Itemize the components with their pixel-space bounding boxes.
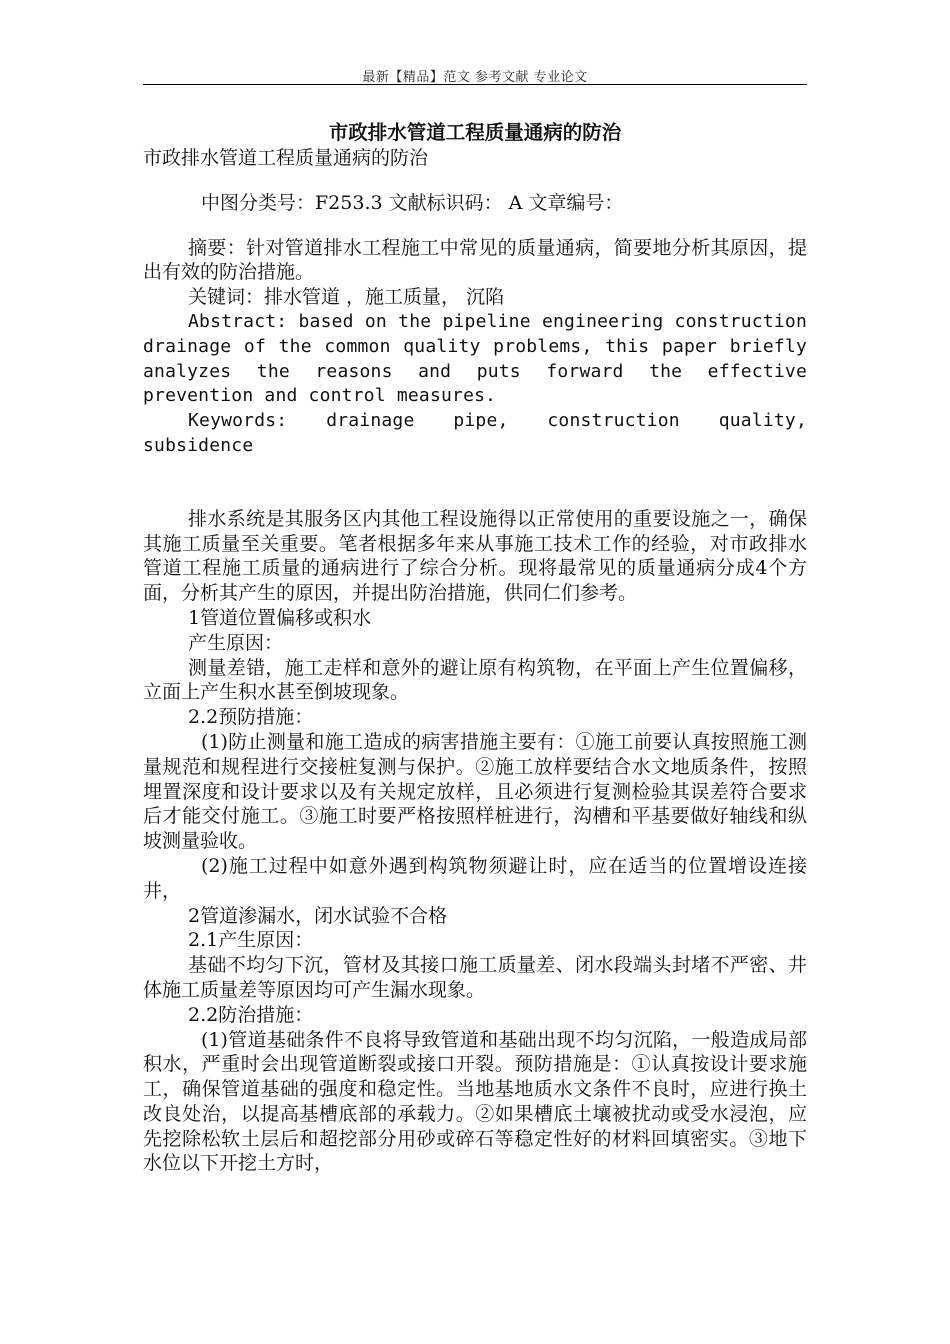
document-title: 市政排水管道工程质量通病的防治 — [328, 121, 622, 144]
body-paragraph: 排水系统是其服务区内其他工程设施得以正常使用的重要设施之一，确保其施工质量至关重要。笔者根据多年来从事施工技术工作的经验，对市政排水管道工程施工质量的通病进行了综合分析。现将最常见的质量通病分成4个方面，分析其产生的原因，并提出防治措施，供同仁们参考。 — [143, 507, 807, 605]
body-paragraph: (2)施工过程中如意外遇到构筑物须避让时，应在适当的位置增设连接井， — [143, 854, 807, 902]
document-subtitle: 市政排水管道工程质量通病的防治 — [143, 147, 429, 169]
keywords-chinese: 关键词：排水管道 ，施工质量， 沉陷 — [188, 286, 505, 309]
classification-line: 中图分类号：F253.3 文献标识码： A 文章编号： — [201, 191, 624, 214]
body-paragraph: 测量差错，施工走样和意外的避让原有构筑物，在平面上产生位置偏移，立面上产生积水甚至倒坡现象。 — [143, 656, 807, 704]
body-paragraph: 基础不均匀下沉，管材及其接口施工质量差、闭水段端头封堵不严密、井体施工质量差等原因均可产生漏水现象。 — [143, 954, 807, 1001]
spacer — [143, 216, 807, 236]
subsection-heading: 2.2预防措施： — [188, 706, 314, 729]
section-heading: 2管道渗漏水，闭水试验不合格 — [188, 904, 448, 927]
body-paragraph: (1)防止测量和施工造成的病害措施主要有：①施工前要认真按照施工测量规范和规程进行交接桩复测与保护。②施工放样要结合水文地质条件，按照埋置深度和设计要求以及有关规定放样，且必须进行复测检验其误差符合要求后才能交付施工。③施工时要严格按照样桩进行，沟槽和平基要做好轴线和纵坡测量验收。 — [143, 730, 807, 853]
page-header: 最新【精品】范文 参考文献 专业论文 — [362, 70, 588, 85]
document-body — [143, 120, 807, 1176]
subsection-heading: 2.1产生原因： — [188, 929, 314, 952]
spacer — [143, 171, 807, 191]
header-divider — [143, 84, 807, 85]
spacer — [143, 459, 807, 507]
body-paragraph: (1)管道基础条件不良将导致管道和基础出现不均匀沉陷，一般造成局部积水，严重时会出现管道断裂或接口开裂。预防措施是：①认真按设计要求施工，确保管道基础的强度和稳定性。当地基地质水文条件不良时，应进行换土改良处治，以提高基槽底部的承载力。②如果槽底土壤被扰动或受水浸泡，应先挖除松软土层后和超挖部分用砂或碎石等稳定性好的材料回填密实。③地下水位以下开挖土方时， — [143, 1028, 807, 1175]
subsection-heading: 2.2防治措施： — [188, 1003, 314, 1026]
abstract-english: Abstract: based on the pipeline engineering construction drainage of the common quality problems, this paper briefly analyzes the reasons and puts forward the effective prevention and control measures. — [143, 310, 807, 407]
abstract-chinese: 摘要：针对管道排水工程施工中常见的质量通病，简要地分析其原因，提出有效的防治措施。 — [143, 236, 807, 284]
subsection-heading: 产生原因： — [188, 631, 284, 654]
section-heading: 1管道位置偏移或积水 — [188, 606, 372, 629]
keywords-english: Keywords: drainage pipe, construction quality, subsidence — [143, 410, 807, 456]
